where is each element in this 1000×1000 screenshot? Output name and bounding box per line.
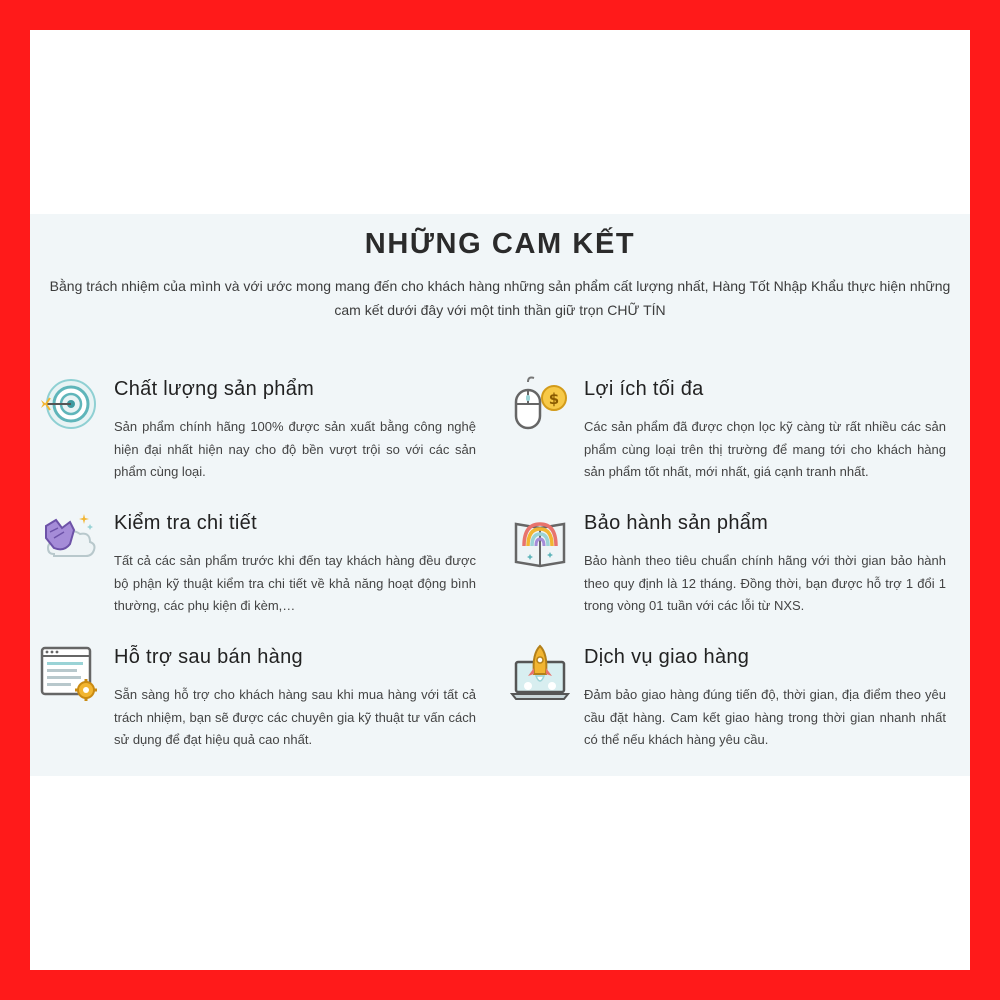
section-intro: Bằng trách nhiệm của mình và với ước mong mang đến cho khách hàng những sản phẩm cất lượng nhất, Hàng Tốt Nhập Khẩu thực hiện những cam kết dưới đây với một tinh thần giữ trọn CHỮ TÍN — [49, 278, 951, 318]
commitment-title: Chất lượng sản phẩm — [114, 378, 315, 400]
commitment-title: Lợi ích tối đa — [584, 378, 704, 400]
content-area — [30, 30, 970, 970]
commitment-desc: Các sản phẩm đã được chọn lọc kỹ càng từ rất nhiều các sản phẩm cùng loại trên thị trường để mang tới cho khách hàng sản phẩm tốt nhất, mới nhất, giá cạnh tranh nhất. — [584, 419, 946, 479]
section-title: NHỮNG CAM KẾT — [364, 228, 636, 260]
rocket-laptop-icon — [510, 644, 570, 704]
browser-gear-icon — [40, 644, 100, 704]
commitment-title: Hỗ trợ sau bán hàng — [114, 646, 303, 668]
target-icon — [40, 376, 100, 436]
mouse-dollar-icon — [510, 376, 570, 436]
commitment-title: Kiểm tra chi tiết — [114, 512, 257, 534]
commitment-title: Dịch vụ giao hàng — [584, 646, 750, 668]
svg-text:$: $ — [548, 390, 560, 408]
hand-cloud-icon — [40, 510, 100, 570]
commitment-desc: Đảm bảo giao hàng đúng tiến độ, thời gian, địa điểm theo yêu cầu đặt hàng. Cam kết giao hàng trong thời gian nhanh nhất có thể nếu khách hàng yêu cầu. — [584, 687, 946, 747]
rainbow-book-icon — [510, 510, 570, 570]
commitment-desc: Sản phẩm chính hãng 100% được sản xuất bằng công nghệ hiện đại nhất hiện nay cho độ bền vượt trội so với các sản phẩm cùng loại. — [114, 419, 476, 479]
commitments-panel — [30, 214, 970, 776]
commitment-desc: Sẵn sàng hỗ trợ cho khách hàng sau khi mua hàng với tất cả trách nhiệm, bạn sẽ được các chuyên gia kỹ thuật tư vấn cách sử dụng để đạt hiệu quả cao nhất. — [114, 687, 476, 747]
commitment-title: Bảo hành sản phẩm — [584, 512, 769, 534]
commitment-desc: Tất cả các sản phẩm trước khi đến tay khách hàng đều được bộ phận kỹ thuật kiểm tra chi tiết về khả năng hoạt động bình thường, các phụ kiện đi kèm,… — [114, 553, 476, 613]
commitment-desc: Bảo hành theo tiêu chuẩn chính hãng với thời gian bảo hành theo quy định là 12 tháng. Đồng thời, bạn được hỗ trợ 1 đổi 1 trong vòng 01 tuần với các lỗi từ NXS. — [584, 553, 946, 613]
